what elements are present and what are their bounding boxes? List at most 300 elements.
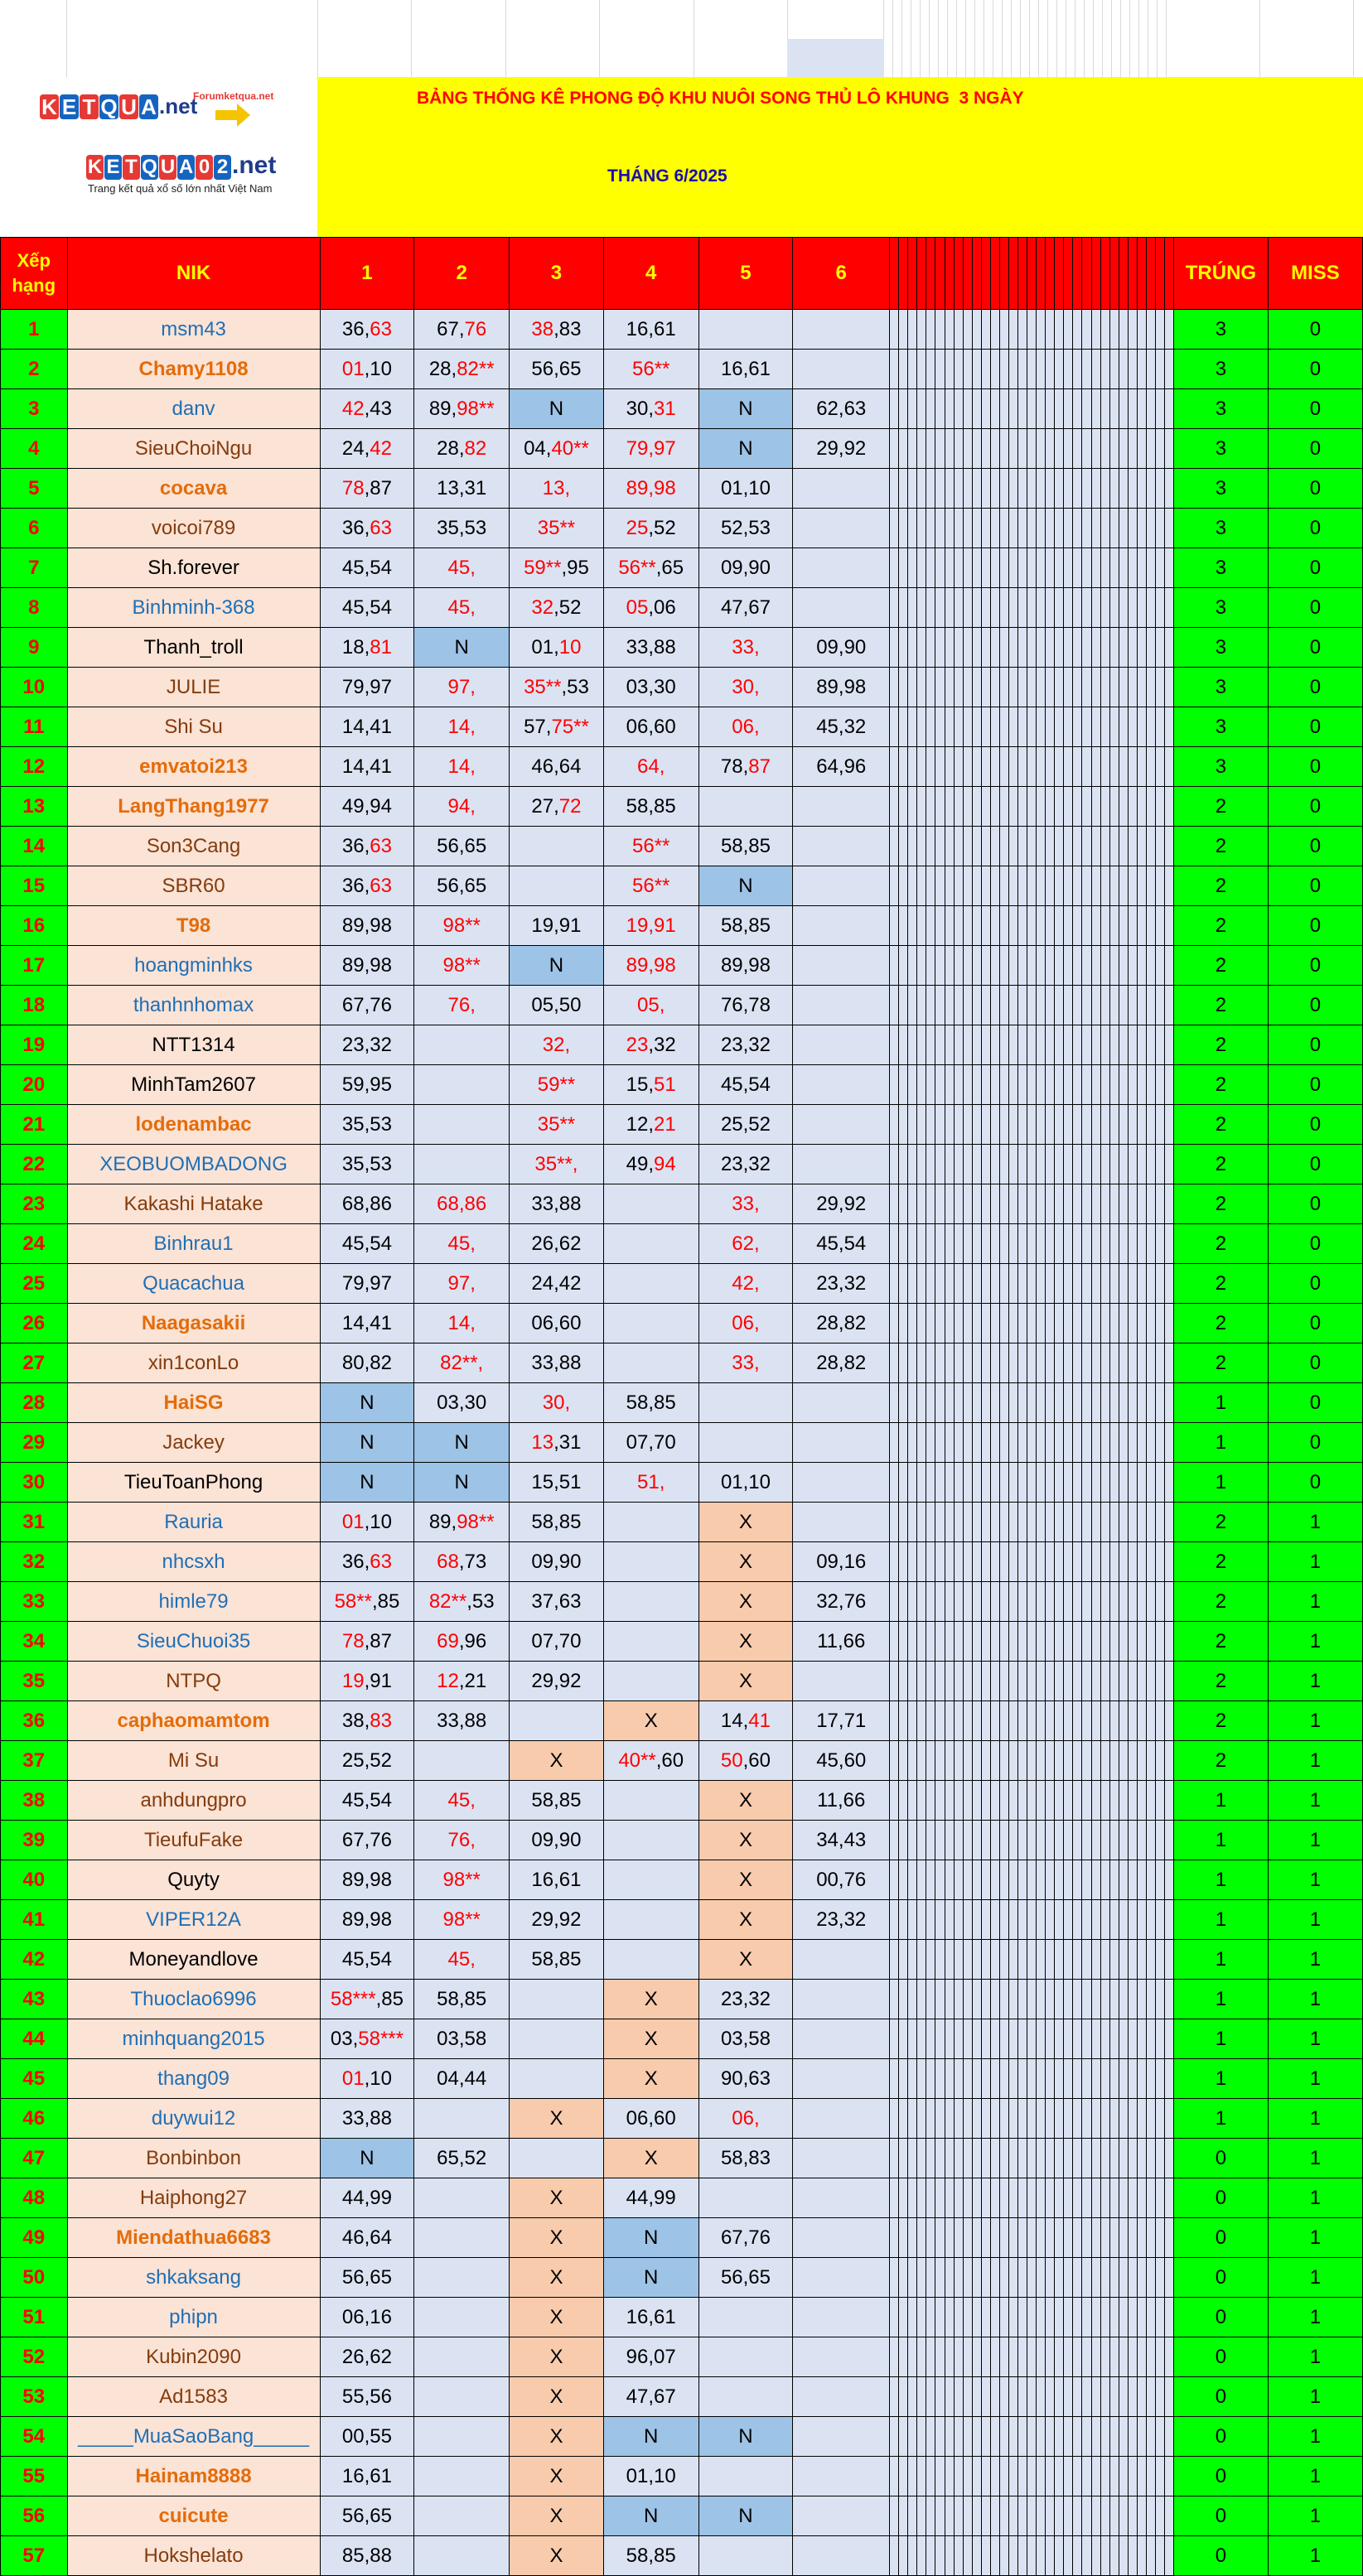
nik-cell[interactable]: SBR60 xyxy=(67,866,320,906)
blank-cell xyxy=(926,1184,935,1224)
blank-cell xyxy=(1091,548,1100,588)
blank-cell xyxy=(1100,787,1109,827)
blank-cell xyxy=(1155,2298,1164,2337)
blank-cell xyxy=(1046,1224,1055,1264)
blank-cell xyxy=(917,1383,926,1423)
blank-cell xyxy=(1055,1662,1064,1701)
nik-cell[interactable]: MinhTam2607 xyxy=(67,1065,320,1105)
blank-cell xyxy=(1100,1701,1109,1741)
blank-cell xyxy=(1091,2178,1100,2218)
blank-cell xyxy=(935,588,945,628)
blank-cell xyxy=(1064,548,1073,588)
table-row xyxy=(1,628,1363,668)
blank-cell xyxy=(908,1105,917,1145)
blank-cell xyxy=(1064,1542,1073,1582)
blank-cell xyxy=(935,548,945,588)
blank-cell xyxy=(1082,1224,1091,1264)
nik-cell[interactable]: minhquang2015 xyxy=(67,2019,320,2059)
nik-cell[interactable]: Bonbinbon xyxy=(67,2139,320,2178)
day-6-cell: 29,92 xyxy=(793,1184,890,1224)
blank-cell xyxy=(981,827,990,866)
blank-cell xyxy=(1037,787,1046,827)
blank-cell xyxy=(1165,1900,1174,1940)
nik-cell[interactable]: hoangminhks xyxy=(67,946,320,986)
blank-cell xyxy=(1165,2258,1174,2298)
blank-cell xyxy=(1091,1383,1100,1423)
nik-cell[interactable]: Shi Su xyxy=(67,707,320,747)
blank-cell xyxy=(1100,707,1109,747)
day-5-cell: 56,65 xyxy=(698,2258,793,2298)
day-4-cell: 56** xyxy=(603,350,698,389)
blank-cell xyxy=(1064,787,1073,827)
nik-cell[interactable]: caphaomamtom xyxy=(67,1701,320,1741)
day-1-cell: 68,86 xyxy=(320,1184,414,1224)
blank-cell xyxy=(1082,668,1091,707)
blank-cell xyxy=(981,2457,990,2496)
blank-cell xyxy=(1027,668,1037,707)
blank-cell xyxy=(999,509,1008,548)
ketqua-net-logo xyxy=(40,90,274,119)
blank-cell xyxy=(1091,787,1100,827)
nik-cell[interactable]: Rauria xyxy=(67,1503,320,1542)
nik-cell[interactable]: Chamy1108 xyxy=(67,350,320,389)
blank-cell xyxy=(1155,509,1164,548)
miss-count: 0 xyxy=(1268,469,1362,509)
blank-cell xyxy=(945,1184,954,1224)
day-2-cell xyxy=(414,1741,510,1781)
blank-cell xyxy=(935,1542,945,1582)
blank-cell xyxy=(1073,1860,1082,1900)
day-3-cell: 09,90 xyxy=(510,1821,604,1860)
rank-cell: 53 xyxy=(1,2377,68,2417)
nik-cell[interactable]: NTPQ xyxy=(67,1662,320,1701)
blank-cell xyxy=(1119,1145,1128,1184)
blank-cell xyxy=(1027,1781,1037,1821)
blank-cell xyxy=(1100,747,1109,787)
day-1-cell: 26,62 xyxy=(320,2337,414,2377)
blank-cell xyxy=(917,1781,926,1821)
blank-cell xyxy=(981,2019,990,2059)
blank-cell xyxy=(990,1701,999,1741)
nik-cell[interactable]: Ad1583 xyxy=(67,2377,320,2417)
nik-cell[interactable]: _____MuaSaoBang_____ xyxy=(67,2417,320,2457)
hit-count: 2 xyxy=(1174,1145,1269,1184)
blank-cell xyxy=(1027,1860,1037,1900)
blank-cell xyxy=(1046,2298,1055,2337)
blank-cell xyxy=(954,2139,963,2178)
blank-cell xyxy=(1155,2139,1164,2178)
blank-cell xyxy=(1008,1383,1017,1423)
blank-cell xyxy=(981,1383,990,1423)
blank-cell xyxy=(1046,1105,1055,1145)
nik-cell[interactable]: LangThang1977 xyxy=(67,787,320,827)
nik-cell[interactable]: lodenambac xyxy=(67,1105,320,1145)
nik-cell[interactable]: himle79 xyxy=(67,1582,320,1622)
blank-cell xyxy=(1073,350,1082,389)
blank-cell xyxy=(1091,1304,1100,1343)
nik-cell[interactable]: T98 xyxy=(67,906,320,946)
blank-cell xyxy=(1165,2218,1174,2258)
blank-cell xyxy=(1165,1304,1174,1343)
day-3-cell: X xyxy=(510,2377,604,2417)
blank-cell xyxy=(990,2019,999,2059)
nik-cell[interactable]: Thanh_troll xyxy=(67,628,320,668)
blank-cell xyxy=(1137,588,1146,628)
blank-cell xyxy=(926,1622,935,1662)
day-5-cell xyxy=(698,2377,793,2417)
blank-cell xyxy=(926,1821,935,1860)
blank-cell xyxy=(1055,2178,1064,2218)
day-6-cell: 62,63 xyxy=(793,389,890,429)
day-6-cell xyxy=(793,1662,890,1701)
nik-cell[interactable]: Thuoclao6996 xyxy=(67,1980,320,2019)
blank-cell xyxy=(890,1463,899,1503)
blank-cell xyxy=(999,588,1008,628)
blank-cell xyxy=(972,1025,981,1065)
blank-cell xyxy=(1082,2337,1091,2377)
hit-header: TRÚNG xyxy=(1174,238,1269,310)
blank-cell xyxy=(1128,2019,1137,2059)
blank-cell xyxy=(963,1781,972,1821)
blank-cell xyxy=(890,2337,899,2377)
nik-cell[interactable]: HaiSG xyxy=(67,1383,320,1423)
rank-cell: 40 xyxy=(1,1860,68,1900)
hit-count: 1 xyxy=(1174,1781,1269,1821)
blank-cell xyxy=(917,827,926,866)
blank-cell xyxy=(1091,2337,1100,2377)
nik-cell[interactable]: Binhrau1 xyxy=(67,1224,320,1264)
day-1-cell: 78,87 xyxy=(320,469,414,509)
blank-cell xyxy=(1018,1145,1027,1184)
blank-cell xyxy=(1027,1343,1037,1383)
miss-count: 0 xyxy=(1268,1224,1362,1264)
nik-cell[interactable]: msm43 xyxy=(67,310,320,350)
nik-cell[interactable]: SieuChoiNgu xyxy=(67,429,320,469)
blank-cell xyxy=(990,787,999,827)
blank-cell xyxy=(935,350,945,389)
day-5-cell: 03,58 xyxy=(698,2019,793,2059)
miss-count: 0 xyxy=(1268,946,1362,986)
blank-cell xyxy=(1128,509,1137,548)
nik-cell[interactable]: voicoi789 xyxy=(67,509,320,548)
blank-cell xyxy=(926,1224,935,1264)
blank-cell xyxy=(1064,429,1073,469)
blank-cell xyxy=(990,1622,999,1662)
nik-cell[interactable]: Jackey xyxy=(67,1423,320,1463)
day-4-cell: X xyxy=(603,1980,698,2019)
blank-cell xyxy=(1073,1145,1082,1184)
day-6-cell xyxy=(793,1463,890,1503)
nik-cell[interactable]: Quyty xyxy=(67,1860,320,1900)
nik-cell[interactable]: thang09 xyxy=(67,2059,320,2099)
blank-cell xyxy=(926,906,935,946)
blank-cell xyxy=(954,1582,963,1622)
blank-cell xyxy=(1046,469,1055,509)
blank-cell xyxy=(1119,1423,1128,1463)
day-5-cell: 45,54 xyxy=(698,1065,793,1105)
blank-cell xyxy=(1037,2417,1046,2457)
blank-cell xyxy=(1008,1980,1017,2019)
blank-cell xyxy=(935,1582,945,1622)
nik-cell[interactable]: XEOBUOMBADONG xyxy=(67,1145,320,1184)
blank-cell xyxy=(1137,946,1146,986)
nik-cell[interactable]: anhdungpro xyxy=(67,1781,320,1821)
nik-cell[interactable]: Moneyandlove xyxy=(67,1940,320,1980)
day-5-cell: N xyxy=(698,2417,793,2457)
blank-cell xyxy=(1082,2218,1091,2258)
blank-cell xyxy=(1165,469,1174,509)
day-2-cell: 65,52 xyxy=(414,2139,510,2178)
blank-cell xyxy=(945,588,954,628)
blank-cell xyxy=(1109,2059,1119,2099)
blank-cell xyxy=(1064,2178,1073,2218)
blank-cell xyxy=(981,1940,990,1980)
blank-cell xyxy=(945,2298,954,2337)
nik-cell[interactable]: TieufuFake xyxy=(67,1821,320,1860)
blank-cell xyxy=(935,2059,945,2099)
blank-cell xyxy=(1137,986,1146,1025)
blank-cell xyxy=(981,1582,990,1622)
blank-cell xyxy=(908,747,917,787)
nik-cell[interactable]: SieuChuoi35 xyxy=(67,1622,320,1662)
nik-cell[interactable]: NTT1314 xyxy=(67,1025,320,1065)
blank-cell xyxy=(1018,1980,1027,2019)
blank-cell xyxy=(908,827,917,866)
blank-cell xyxy=(1037,1105,1046,1145)
blank-cell xyxy=(1055,429,1064,469)
site-logo[interactable] xyxy=(0,77,318,237)
blank-cell xyxy=(1100,866,1109,906)
blank-cell xyxy=(1146,827,1155,866)
blank-cell xyxy=(972,2218,981,2258)
blank-cell xyxy=(935,707,945,747)
nik-cell[interactable]: phipn xyxy=(67,2298,320,2337)
nik-cell[interactable]: Sh.forever xyxy=(67,548,320,588)
blank-cell xyxy=(1100,2417,1109,2457)
nik-cell[interactable]: Son3Cang xyxy=(67,827,320,866)
day-1-cell: 06,16 xyxy=(320,2298,414,2337)
nik-cell[interactable]: Kubin2090 xyxy=(67,2337,320,2377)
nik-cell[interactable]: danv xyxy=(67,389,320,429)
logo-letter: E xyxy=(60,94,79,119)
blank-cell xyxy=(935,2019,945,2059)
hit-count: 1 xyxy=(1174,1463,1269,1503)
day-6-cell xyxy=(793,1145,890,1184)
blank-cell xyxy=(1055,1582,1064,1622)
blank-cell xyxy=(1091,1105,1100,1145)
blank-cell xyxy=(1055,946,1064,986)
blank-cell xyxy=(1109,986,1119,1025)
blank-cell xyxy=(899,1264,908,1304)
blank-cell xyxy=(1119,827,1128,866)
blank-cell xyxy=(954,1065,963,1105)
logo-suffix: .net xyxy=(159,94,198,118)
day-3-cell xyxy=(510,1980,604,2019)
day-5-cell: 30, xyxy=(698,668,793,707)
blank-cell xyxy=(1046,2457,1055,2496)
blank-cell xyxy=(908,2059,917,2099)
miss-count: 1 xyxy=(1268,1741,1362,1781)
blank-cell xyxy=(963,2258,972,2298)
nik-cell[interactable]: TieuToanPhong xyxy=(67,1463,320,1503)
nik-cell[interactable]: xin1conLo xyxy=(67,1343,320,1383)
day-6-cell xyxy=(793,2218,890,2258)
day-2-cell: 58,85 xyxy=(414,1980,510,2019)
blank-cell xyxy=(890,2457,899,2496)
nik-cell[interactable]: Quacachua xyxy=(67,1264,320,1304)
blank-cell xyxy=(1064,1940,1073,1980)
blank-cell xyxy=(972,429,981,469)
blank-cell xyxy=(1109,548,1119,588)
blank-cell xyxy=(899,389,908,429)
table-row xyxy=(1,469,1363,509)
blank-cell xyxy=(1128,1065,1137,1105)
day-2-cell: 82**, xyxy=(414,1343,510,1383)
nik-cell[interactable]: duywui12 xyxy=(67,2099,320,2139)
blank-cell xyxy=(1082,1542,1091,1582)
day-3-cell: 01,10 xyxy=(510,628,604,668)
blank-cell xyxy=(1100,1463,1109,1503)
blank-cell xyxy=(963,1542,972,1582)
blank-cell xyxy=(899,1940,908,1980)
nik-cell[interactable]: Kakashi Hatake xyxy=(67,1184,320,1224)
blank-cell xyxy=(1128,2457,1137,2496)
blank-cell xyxy=(1064,2019,1073,2059)
blank-cell xyxy=(945,747,954,787)
day-2-cell: 89,98** xyxy=(414,1503,510,1542)
day-3-cell: 59** xyxy=(510,1065,604,1105)
nik-cell[interactable]: VIPER12A xyxy=(67,1900,320,1940)
blank-cell xyxy=(1018,2019,1027,2059)
blank-cell xyxy=(990,2496,999,2536)
day-5-cell: 25,52 xyxy=(698,1105,793,1145)
blank-cell xyxy=(1073,1701,1082,1741)
nik-cell[interactable]: shkaksang xyxy=(67,2258,320,2298)
blank-cell xyxy=(890,2536,899,2576)
blank-cell xyxy=(1046,1503,1055,1542)
blank-cell xyxy=(1008,1224,1017,1264)
blank-cell xyxy=(935,2337,945,2377)
blank-cell xyxy=(1128,906,1137,946)
nik-cell[interactable]: Binhminh-368 xyxy=(67,588,320,628)
blank-cell xyxy=(1165,946,1174,986)
logo-letter: 0 xyxy=(196,155,213,180)
blank-cell xyxy=(917,2298,926,2337)
blank-cell xyxy=(1082,350,1091,389)
blank-cell xyxy=(1100,1503,1109,1542)
day-1-cell: 25,52 xyxy=(320,1741,414,1781)
blank-header xyxy=(1008,238,1017,310)
day-4-cell: 06,60 xyxy=(603,2099,698,2139)
nik-cell[interactable]: Haiphong27 xyxy=(67,2178,320,2218)
nik-cell[interactable]: Mi Su xyxy=(67,1741,320,1781)
blank-cell xyxy=(963,1383,972,1423)
blank-cell xyxy=(1091,2019,1100,2059)
day-4-cell xyxy=(603,1821,698,1860)
blank-cell xyxy=(890,1224,899,1264)
blank-cell xyxy=(1128,588,1137,628)
table-row xyxy=(1,1781,1363,1821)
day-3-cell xyxy=(510,827,604,866)
day-3-cell xyxy=(510,2019,604,2059)
table-row xyxy=(1,2019,1363,2059)
blank-cell xyxy=(1137,827,1146,866)
nik-cell[interactable]: Hokshelato xyxy=(67,2536,320,2576)
blank-cell xyxy=(1119,389,1128,429)
blank-cell xyxy=(981,1304,990,1343)
day-3-cell: 33,88 xyxy=(510,1343,604,1383)
blank-cell xyxy=(908,2337,917,2377)
blank-cell xyxy=(1055,2019,1064,2059)
blank-cell xyxy=(963,1741,972,1781)
blank-cell xyxy=(990,1145,999,1184)
blank-cell xyxy=(1046,350,1055,389)
nik-cell[interactable]: Hainam8888 xyxy=(67,2457,320,2496)
nik-cell[interactable]: Miendathua6683 xyxy=(67,2218,320,2258)
nik-cell[interactable]: Naagasakii xyxy=(67,1304,320,1343)
blank-cell xyxy=(972,1383,981,1423)
nik-cell[interactable]: nhcsxh xyxy=(67,1542,320,1582)
blank-cell xyxy=(1008,1343,1017,1383)
blank-cell xyxy=(1155,668,1164,707)
blank-cell xyxy=(945,1741,954,1781)
blank-cell xyxy=(899,2139,908,2178)
blank-cell xyxy=(1155,1503,1164,1542)
nik-cell[interactable]: emvatoi213 xyxy=(67,747,320,787)
blank-cell xyxy=(1155,1900,1164,1940)
blank-cell xyxy=(1100,1264,1109,1304)
blank-cell xyxy=(1091,1860,1100,1900)
blank-cell xyxy=(1165,1025,1174,1065)
blank-cell xyxy=(1100,1980,1109,2019)
hit-count: 3 xyxy=(1174,548,1269,588)
blank-cell xyxy=(981,1105,990,1145)
blank-cell xyxy=(908,628,917,668)
blank-cell xyxy=(972,509,981,548)
blank-cell xyxy=(1064,1860,1073,1900)
blank-cell xyxy=(926,2496,935,2536)
day-4-cell: 07,70 xyxy=(603,1423,698,1463)
blank-cell xyxy=(926,2218,935,2258)
blank-cell xyxy=(945,1701,954,1741)
blank-cell xyxy=(1128,1423,1137,1463)
blank-cell xyxy=(981,1145,990,1184)
day-1-cell: 38,83 xyxy=(320,1701,414,1741)
day-1-cell: 01,10 xyxy=(320,350,414,389)
blank-cell xyxy=(1082,2536,1091,2576)
blank-cell xyxy=(1008,588,1017,628)
blank-cell xyxy=(1073,1900,1082,1940)
blank-cell xyxy=(1146,1503,1155,1542)
blank-cell xyxy=(926,1860,935,1900)
rank-cell: 54 xyxy=(1,2417,68,2457)
miss-count: 0 xyxy=(1268,1463,1362,1503)
blank-cell xyxy=(1155,1145,1164,1184)
blank-cell xyxy=(1037,1662,1046,1701)
blank-cell xyxy=(1037,2496,1046,2536)
nik-cell[interactable]: cuicute xyxy=(67,2496,320,2536)
nik-cell[interactable]: cocava xyxy=(67,469,320,509)
blank-cell xyxy=(917,1542,926,1582)
blank-cell xyxy=(1119,2099,1128,2139)
nik-cell[interactable]: JULIE xyxy=(67,668,320,707)
hit-count: 2 xyxy=(1174,1343,1269,1383)
nik-cell[interactable]: thanhnhomax xyxy=(67,986,320,1025)
day-1-cell: 36,63 xyxy=(320,310,414,350)
blank-cell xyxy=(963,628,972,668)
blank-cell xyxy=(908,1065,917,1105)
blank-cell xyxy=(1073,2218,1082,2258)
